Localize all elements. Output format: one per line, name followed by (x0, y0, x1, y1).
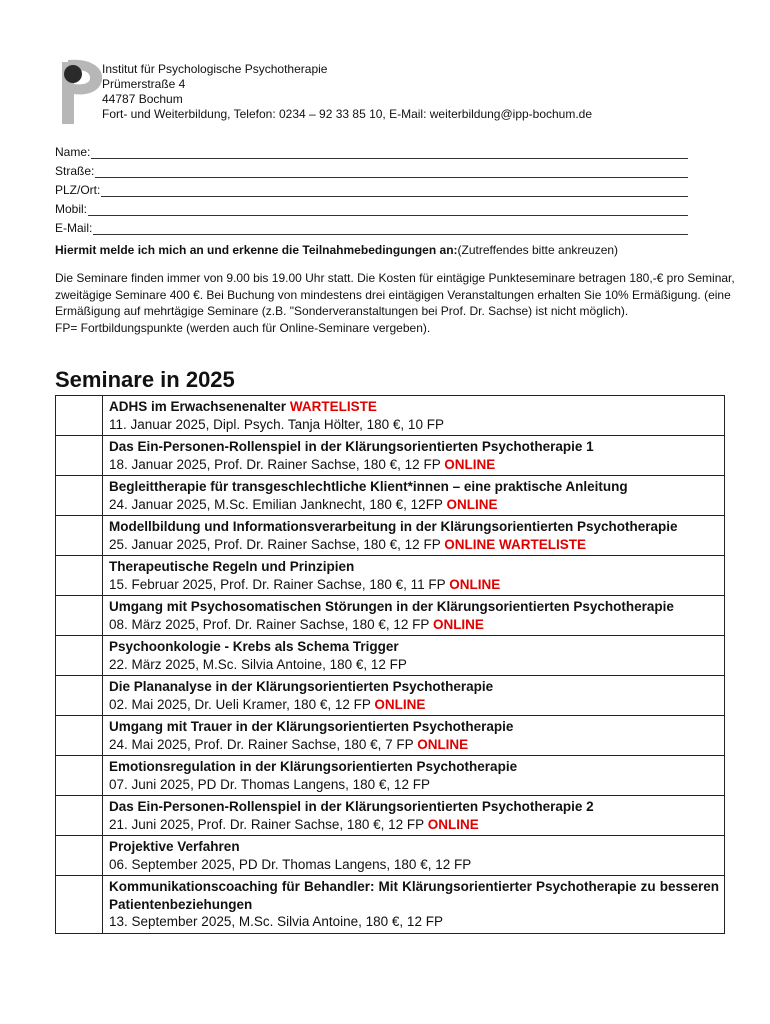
seminar-title (109, 718, 719, 736)
seminar-title (109, 478, 719, 496)
mobile-line[interactable] (88, 203, 688, 216)
seminar-detail (109, 856, 719, 874)
seminar-tag: ONLINE (427, 816, 479, 832)
seminar-detail-text: 24. Mai 2025, Prof. Dr. Rainer Sachse, 180 €, 7 FP (109, 736, 414, 752)
seminar-cell (56, 876, 725, 934)
seminar-title-text: Das Ein-Personen-Rollenspiel in der Klärungsorientierten Psychotherapie 1 (109, 439, 594, 454)
seminar-row (56, 756, 725, 796)
seminar-detail (109, 816, 719, 834)
seminar-title-text: Die Plananalyse in der Klärungsorientierten Psychotherapie (109, 679, 494, 694)
seminar-cell (56, 756, 725, 796)
zip-city-label: PLZ/Ort: (55, 183, 101, 197)
institute-city: 44787 Bochum (102, 92, 183, 106)
seminar-row (56, 396, 725, 436)
seminar-detail (109, 576, 719, 594)
street-label: Straße: (55, 164, 95, 178)
seminar-title (109, 758, 719, 776)
seminar-title-text: ADHS im Erwachsenenalter (109, 399, 287, 414)
mobile-field[interactable] (55, 197, 688, 216)
seminar-title-text: Begleittherapie für transgeschlechtliche Klient*innen – eine praktische Anleitung (109, 479, 628, 494)
institute-contact: Fort- und Weiterbildung, Telefon: 0234 – 92 33 85 10, E-Mail: weiterbildung@ipp-bochum.de (102, 107, 593, 121)
email-field[interactable] (55, 216, 688, 235)
info-text (55, 270, 755, 336)
seminar-cell (56, 636, 725, 676)
seminar-title-text: Umgang mit Trauer in der Klärungsorientierten Psychotherapie (109, 719, 514, 734)
seminar-title-text: Modellbildung und Informationsverarbeitung in der Klärungsorientierten Psychotherapie (109, 519, 678, 534)
seminar-row (56, 636, 725, 676)
institute-header (102, 62, 592, 122)
seminar-tag: ONLINE (417, 736, 469, 752)
zip-city-line[interactable] (101, 184, 688, 197)
seminar-tag: ONLINE (444, 456, 496, 472)
checkbox-column-divider (102, 395, 103, 934)
info-paragraph-fp: FP= Fortbildungspunkte (werden auch für Online-Seminare vergeben). (55, 320, 431, 335)
seminar-detail-text: 08. März 2025, Prof. Dr. Rainer Sachse, 180 €, 12 FP (109, 616, 430, 632)
seminar-detail-text: 15. Februar 2025, Prof. Dr. Rainer Sachse, 180 €, 11 FP (109, 576, 446, 592)
seminar-cell (56, 596, 725, 636)
seminar-detail-text: 21. Juni 2025, Prof. Dr. Rainer Sachse, 180 €, 12 FP (109, 816, 424, 832)
seminar-detail (109, 416, 719, 434)
seminar-title-text: Projektive Verfahren (109, 839, 240, 854)
seminar-title-text: Kommunikationscoaching für Behandler: Mit Klärungsorientierter Psychotherapie zu besseren Patientenbeziehungen (109, 879, 719, 912)
declaration-note: (Zutreffendes bitte ankreuzen) (457, 243, 619, 257)
seminar-row (56, 676, 725, 716)
mobile-label: Mobil: (55, 202, 88, 216)
name-field[interactable] (55, 140, 688, 159)
seminar-title-text: Umgang mit Psychosomatischen Störungen in der Klärungsorientierten Psychotherapie (109, 599, 674, 614)
seminar-table (55, 395, 725, 934)
seminar-tag: ONLINE (446, 496, 498, 512)
declaration (55, 243, 618, 257)
seminar-row (56, 836, 725, 876)
seminar-detail-text: 11. Januar 2025, Dipl. Psych. Tanja Hölter, 180 €, 10 FP (109, 416, 444, 432)
seminar-cell (56, 516, 725, 556)
seminar-detail-text: 22. März 2025, M.Sc. Silvia Antoine, 180 €, 12 FP (109, 656, 407, 672)
seminar-detail (109, 616, 719, 634)
street-line[interactable] (95, 165, 688, 178)
section-title: Seminare in 2025 (55, 367, 235, 392)
email-label: E-Mail: (55, 221, 93, 235)
ipp-logo (58, 56, 106, 128)
seminar-detail (109, 913, 719, 931)
institute-name: Institut für Psychologische Psychotherapie (102, 62, 328, 76)
seminar-cell (56, 436, 725, 476)
declaration-text: Hiermit melde ich mich an und erkenne die Teilnahmebedingungen an: (55, 243, 458, 257)
seminar-tag: ONLINE (374, 696, 426, 712)
seminar-detail (109, 496, 719, 514)
seminar-detail (109, 456, 719, 474)
seminar-title (109, 798, 719, 816)
email-line[interactable] (93, 222, 688, 235)
name-label: Name: (55, 145, 91, 159)
seminar-row (56, 596, 725, 636)
seminar-cell (56, 836, 725, 876)
registration-fields (55, 140, 688, 235)
seminar-detail-text: 07. Juni 2025, PD Dr. Thomas Langens, 180 €, 12 FP (109, 776, 430, 792)
seminar-cell (56, 796, 725, 836)
seminar-cell (56, 676, 725, 716)
seminar-detail (109, 536, 719, 554)
seminar-detail-text: 18. Januar 2025, Prof. Dr. Rainer Sachse, 180 €, 12 FP (109, 456, 441, 472)
seminar-detail (109, 696, 719, 714)
seminar-title (109, 678, 719, 696)
seminar-row (56, 556, 725, 596)
seminar-tag: ONLINE (432, 616, 484, 632)
seminar-title (109, 878, 719, 913)
seminar-title-text: Das Ein-Personen-Rollenspiel in der Klärungsorientierten Psychotherapie 2 (109, 799, 594, 814)
seminar-detail-text: 02. Mai 2025, Dr. Ueli Kramer, 180 €, 12 FP (109, 696, 371, 712)
institute-street: Prümerstraße 4 (102, 77, 186, 91)
seminar-tag: ONLINE WARTELISTE (444, 536, 586, 552)
seminar-title (109, 558, 719, 576)
seminar-detail-text: 13. September 2025, M.Sc. Silvia Antoine, 180 €, 12 FP (109, 914, 443, 929)
seminar-title (109, 838, 719, 856)
seminar-detail-text: 24. Januar 2025, M.Sc. Emilian Janknecht, 180 €, 12FP (109, 496, 443, 512)
seminar-detail-text: 06. September 2025, PD Dr. Thomas Langens, 180 €, 12 FP (109, 856, 472, 872)
seminar-row (56, 516, 725, 556)
seminar-row (56, 476, 725, 516)
seminar-row (56, 876, 725, 934)
seminar-title-text: Psychoonkologie - Krebs als Schema Trigger (109, 639, 399, 654)
info-paragraph-costs: Die Seminare finden immer von 9.00 bis 19.00 Uhr statt. Die Kosten für eintägige Punkteseminare betragen 180,-€ pro Seminar, zweitägige Seminare 400 €. Bei Buchung von mindestens drei eintägigen Veranstaltungen erhalten Sie 10% Ermäßigung. (eine Ermäßigung auf mehrtägige Seminare (z.B. "Sonderveranstaltungen bei Prof. Dr. Sachse) ist nicht möglich). (55, 271, 735, 318)
seminar-title-text: Therapeutische Regeln und Prinzipien (109, 559, 355, 574)
seminar-cell (56, 396, 725, 436)
seminar-title (109, 638, 719, 656)
seminar-cell (56, 556, 725, 596)
seminar-row (56, 796, 725, 836)
seminar-title-tag: WARTELISTE (289, 399, 377, 414)
seminar-detail (109, 736, 719, 754)
seminar-cell (56, 476, 725, 516)
seminar-title-text: Emotionsregulation in der Klärungsorientierten Psychotherapie (109, 759, 518, 774)
seminar-title (109, 438, 719, 456)
seminar-tag: ONLINE (449, 576, 501, 592)
street-field[interactable] (55, 159, 688, 178)
name-line[interactable] (91, 146, 688, 159)
seminar-title (109, 598, 719, 616)
seminar-detail-text: 25. Januar 2025, Prof. Dr. Rainer Sachse, 180 €, 12 FP (109, 536, 441, 552)
zip-city-field[interactable] (55, 178, 688, 197)
seminar-cell (56, 716, 725, 756)
seminar-row (56, 716, 725, 756)
seminar-row (56, 436, 725, 476)
seminar-detail (109, 656, 719, 674)
seminar-title (109, 518, 719, 536)
seminar-title (109, 398, 719, 416)
seminar-detail (109, 776, 719, 794)
